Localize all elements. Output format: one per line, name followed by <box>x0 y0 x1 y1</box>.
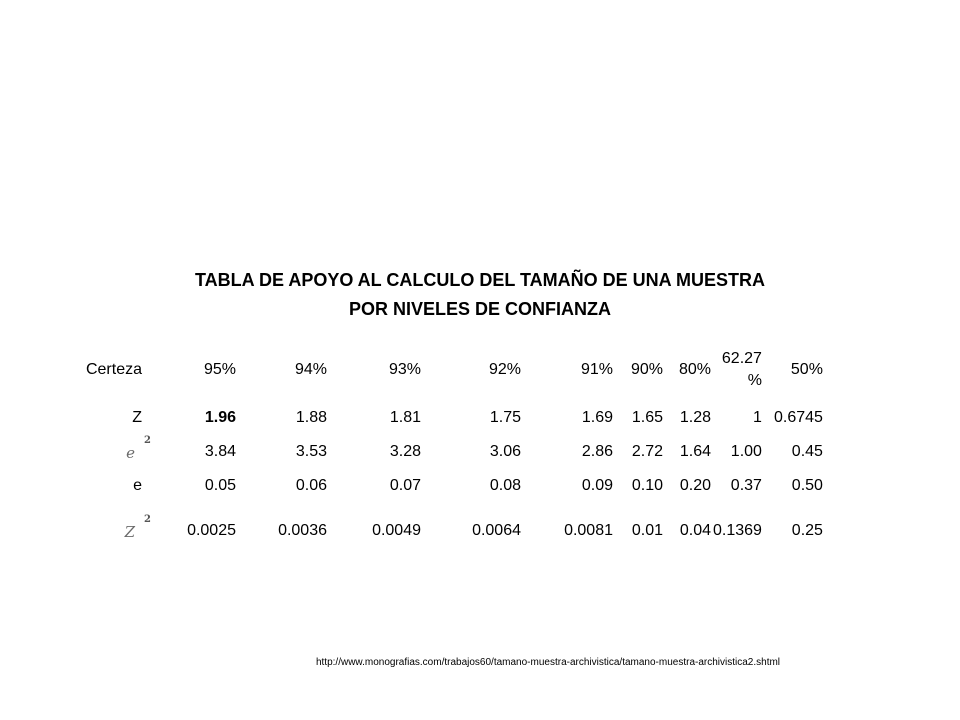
table-cell: 0.0064 <box>472 522 521 539</box>
row-label-e: e <box>133 477 142 494</box>
table-row-z-squared <box>55 502 824 560</box>
table-cell: 0.07 <box>389 477 421 494</box>
table-row-certeza <box>55 338 824 402</box>
confidence-table <box>55 338 824 560</box>
table-row-e-squared <box>55 434 824 470</box>
table-cell: 50% <box>790 361 823 378</box>
row-label-z-squared <box>55 502 151 560</box>
table-cell: 1.65 <box>631 409 663 426</box>
z-squared-formula-image: $Z^2$ <box>124 514 151 541</box>
table-cell: 3.84 <box>204 443 236 460</box>
table-cell: 1 <box>753 409 762 426</box>
table-cell: 3.06 <box>489 443 521 460</box>
table-cell: 0.1369 <box>713 522 762 539</box>
table-cell: 0.05 <box>204 477 236 494</box>
table-cell: 1.69 <box>581 409 613 426</box>
table-cell: 95% <box>203 361 236 378</box>
table-cell: 0.20 <box>679 477 711 494</box>
e-squared-formula-image: $e^2$ <box>126 435 151 462</box>
table-cell: 90% <box>630 361 663 378</box>
source-url: http://www.monografias.com/trabajos60/tamano-muestra-archivistica/tamano-muestra-archivistica2.shtml <box>315 657 781 668</box>
table-cell: 0.09 <box>581 477 613 494</box>
table-cell: 1.88 <box>295 409 327 426</box>
row-label-z: Z <box>132 409 142 426</box>
table-cell: 0.0036 <box>278 522 327 539</box>
table-title <box>0 266 960 324</box>
table-cell: 0.6745 <box>774 409 823 426</box>
table-cell: 0.10 <box>631 477 663 494</box>
table-cell: 1.64 <box>679 443 711 460</box>
title-line-1: TABLA DE APOYO AL CALCULO DEL TAMAÑO DE UNA MUESTRA <box>195 270 765 290</box>
table-row-e <box>55 470 824 502</box>
table-cell: 0.25 <box>791 522 823 539</box>
table-cell: 2.86 <box>581 443 613 460</box>
title-line-2: POR NIVELES DE CONFIANZA <box>348 299 612 319</box>
table-cell: 0.45 <box>791 443 823 460</box>
table-cell: 0.50 <box>791 477 823 494</box>
table-cell: 0.04 <box>679 522 711 539</box>
table-cell: 1.75 <box>489 409 521 426</box>
table-cell: 62.27 % <box>721 350 762 389</box>
table-cell: 91% <box>580 361 613 378</box>
table-cell: 1.28 <box>679 409 711 426</box>
table-cell: 0.08 <box>489 477 521 494</box>
table-cell: 0.01 <box>631 522 663 539</box>
table-cell: 0.0081 <box>564 522 613 539</box>
table-cell: 93% <box>388 361 421 378</box>
table-cell: 94% <box>294 361 327 378</box>
table-cell-highlight: 1.96 <box>204 409 236 426</box>
table-row-z <box>55 402 824 434</box>
table-cell: 80% <box>678 361 711 378</box>
table-cell: 3.28 <box>389 443 421 460</box>
table-cell: 0.06 <box>295 477 327 494</box>
table-cell: 0.37 <box>730 477 762 494</box>
table-cell: 3.53 <box>295 443 327 460</box>
table-cell: 0.0049 <box>372 522 421 539</box>
table-cell: 92% <box>488 361 521 378</box>
table-cell: 2.72 <box>631 443 663 460</box>
table-cell: 0.0025 <box>187 522 236 539</box>
table-cell: 1.81 <box>389 409 421 426</box>
table-cell: 1.00 <box>730 443 762 460</box>
row-label-certeza: Certeza <box>85 361 142 378</box>
row-label-e-squared <box>55 434 151 470</box>
